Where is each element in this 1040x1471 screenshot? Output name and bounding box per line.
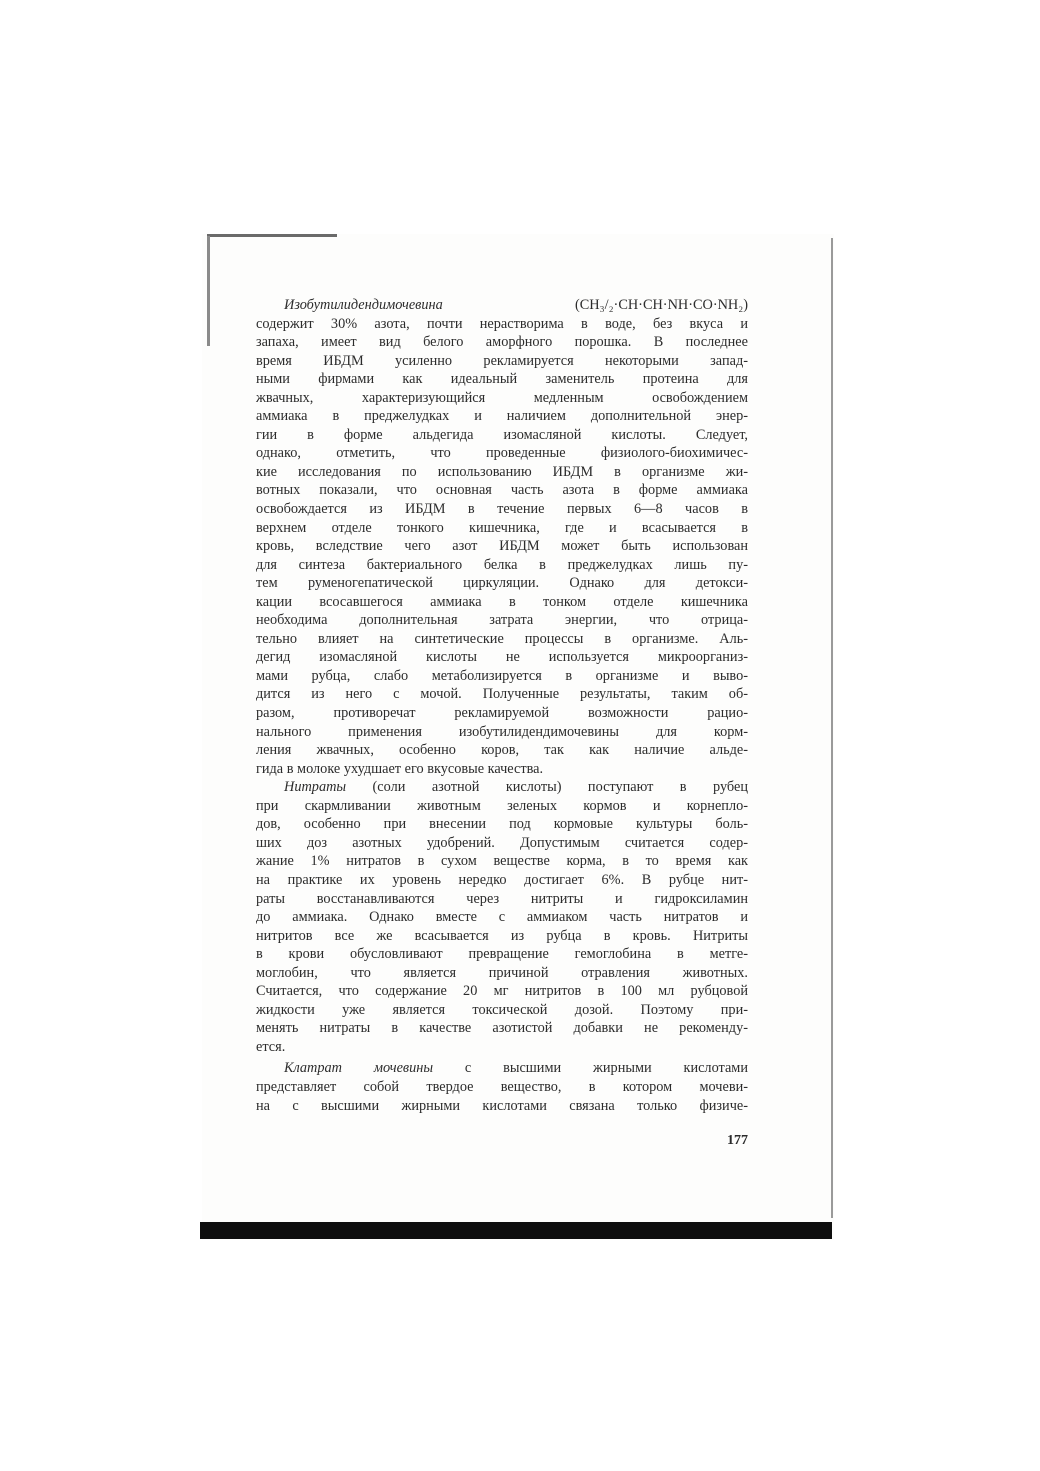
page-edge-top [207,234,337,237]
paragraph-urea-clathrate [256,1059,748,1115]
text-line: содержит 30% азота, почти нерастворима в воде, без вкуса и [256,315,748,332]
text-line: аммиака в преджелудках и наличием дополнительной энер- [256,408,748,425]
chemical-formula: (CH₃/₂·CH·CH·NH·CO·NH₂) [575,297,748,313]
term-heading: Клатрат мочевины [284,1060,434,1077]
page-edge-left [207,236,210,346]
text-line: дегид изомасляной кислоты не используется микроорганиз- [256,649,748,666]
text-line: время ИБДМ усиленно рекламируется некоторыми запад- [256,352,748,369]
term-heading: Изобутилидендимочевина [284,297,443,313]
text-line: запаха, имеет вид белого аморфного порошка. В последнее [256,334,748,351]
text-run: с высшими жирными кислотами [464,1060,748,1077]
text-line: ления жвачных, особенно коров, так как наличие альде- [256,742,748,759]
text-line: в крови обусловливают превращение гемоглобина в метге- [256,946,748,963]
text-line: ными фирмами как идеальный заменитель протеина для [256,371,748,388]
text-line: тем руменогепатической циркуляции. Однако для детокси- [256,575,748,592]
text-line: ется. [256,1038,286,1055]
text-line: кации всосавшегося аммиака в тонком отделе кишечника [256,593,748,610]
text-line: нального применения изобутилидендимочевины для корм- [256,723,748,740]
paragraph-first-line [256,778,748,797]
text-line: тельно влияет на синтетические процессы в организме. Аль- [256,630,748,647]
text-line: Считается, что содержание 20 мг нитритов в 100 мл рубцовой [256,983,748,1000]
paragraph-first-line [256,1059,748,1078]
text-run: (соли азотной кислоты) поступают в рубец [372,779,748,796]
text-line: для синтеза бактериального белка в преджелудках лишь пу- [256,556,748,573]
text-line: разом, противоречат рекламируемой возможности рацио- [256,705,748,722]
text-line: представляет собой твердое вещество, в котором мочеви- [256,1078,748,1095]
paragraph-isobutylidene-diurea [256,296,748,778]
text-line: кие исследования по использованию ИБДМ в организме жи- [256,463,748,480]
text-line: при скармливании животным зеленых кормов и корнепло- [256,797,748,814]
text-line: жидкости уже является токсической дозой. Поэтому при- [256,1001,748,1018]
text-line: вотных показали, что основная часть азота в форме аммиака [256,482,748,499]
page-text [256,296,748,1115]
text-line: на с высшими жирными кислотами связана только физиче- [256,1097,748,1114]
text-line: гии в форме альдегида изомасляной кислоты. Следует, [256,426,748,443]
text-line: раты восстанавливаются через нитриты и гидроксиламин [256,890,748,907]
text-line: освобождается из ИБДМ в течение первых 6—8 часов в [256,501,748,518]
text-line: дов, особенно при внесении под кормовые культуры боль- [256,816,748,833]
text-line: мами рубца, слабо метаболизируется в организме и выво- [256,667,748,684]
text-line: ших доз азотных удобрений. Допустимым считается содер- [256,834,748,851]
text-line: кровь, вследствие чего азот ИБДМ может быть использован [256,538,748,555]
term-heading: Нитраты [284,779,347,796]
text-line: жание 1% нитратов в сухом веществе корма, в то время как [256,853,748,870]
text-line: нитритов все же всасывается из рубца в кровь. Нитриты [256,927,748,944]
page-number: 177 [727,1133,748,1148]
paragraph-first-line [256,296,748,315]
text-line: до аммиака. Однако вместе с аммиаком часть нитратов и [256,909,748,926]
text-line: гида в молоке ухудшает его вкусовые качества. [256,760,544,777]
text-line: верхнем отделе тонкого кишечника, где и всасывается в [256,519,748,536]
text-line: менять нитраты в качестве азотистой добавки не рекоменду- [256,1020,748,1037]
text-line: дится из него с мочой. Полученные результаты, таким об- [256,686,748,703]
page-edge-bottom-shadow [200,1222,832,1239]
text-line: на практике их уровень нередко достигает 6%. В рубце нит- [256,871,748,888]
text-line: моглобин, что является причиной отравления животных. [256,964,748,981]
text-line: необходима дополнительная затрата энергии, что отрица- [256,612,748,629]
page-edge-right [831,238,833,1218]
text-line: однако, отметить, что проведенные физиолого-биохимичес- [256,445,748,462]
text-line: жвачных, характеризующийся медленным освобождением [256,389,748,406]
paragraph-nitrates [256,778,748,1056]
